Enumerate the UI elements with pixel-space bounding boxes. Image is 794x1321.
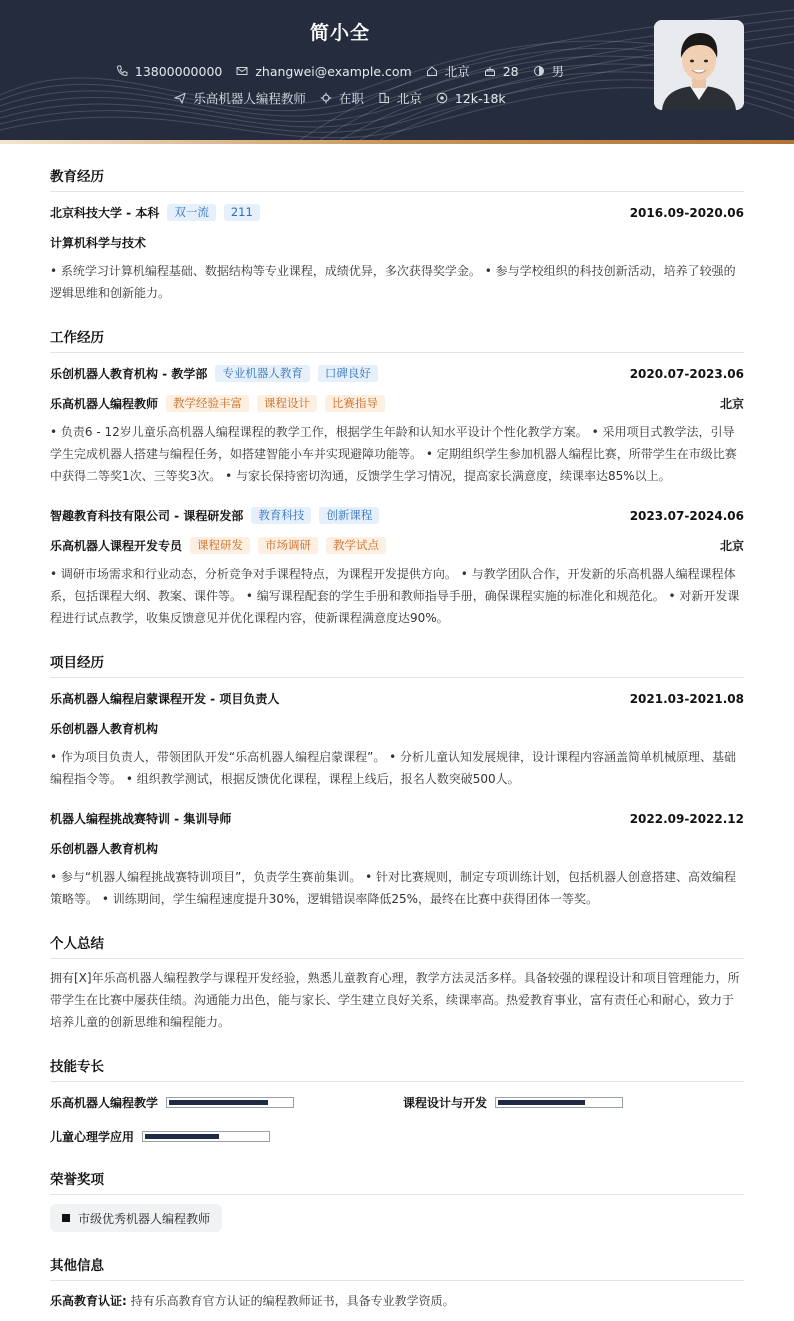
company-tag: 口碑良好 — [318, 365, 378, 382]
projects-section — [50, 651, 744, 678]
work-description: • 调研市场需求和行业动态，分析竞争对手课程特点，为课程开发提供方向。 • 与教学团队合作，开发新的乐高机器人编程课程体系，包括课程大纲、教案、课件等。 • 编写课程配套的学生手册和教师指导手册，确保课程实施的标准化和规范化。 • 对新开发课程进行试点教学，收集反馈意见并优化课程内容，使新课程满意度达90%。 — [50, 567, 740, 625]
age-text: 28 — [502, 63, 519, 79]
role-tag: 课程设计 — [257, 395, 317, 412]
work-description: • 负责6 - 12岁儿童乐高机器人编程课程的教学工作，根据学生年龄和认知水平设计个性化教学方案。 • 采用项目式教学法，引导学生完成机器人搭建与编程任务，如搭建智能小车并实现避障功能等。 • 定期组织学生参加机器人编程比赛，所带学生在市级比赛中获得二等奖1次、三等奖3次。 • 与家长保持密切沟通，反馈学生学习情况，提高家长满意度，续课率达85%以上。 — [50, 425, 737, 483]
awards-section — [50, 1168, 744, 1195]
square-bullet-icon — [62, 1214, 70, 1222]
phone-item — [116, 64, 222, 79]
role-tag: 课程研发 — [190, 537, 250, 554]
company-name: 智趣教育科技有限公司 - 课程研发部 — [50, 509, 244, 523]
work-city: 北京 — [719, 397, 744, 411]
school-name: 北京科技大学 - 本科 — [50, 206, 160, 220]
position-item — [174, 89, 306, 107]
city-text: 北京 — [396, 91, 422, 106]
role-tag: 教学试点 — [326, 537, 386, 554]
avatar — [654, 20, 744, 110]
award-item — [50, 1204, 222, 1232]
skill-bar — [166, 1097, 294, 1108]
education-date: 2016.09-2020.06 — [629, 205, 744, 220]
company-tag: 专业机器人教育 — [215, 365, 310, 382]
section-title: 荣誉奖项 — [50, 1168, 744, 1195]
project-header — [50, 810, 744, 827]
project-org-row — [50, 720, 744, 737]
work-city: 北京 — [719, 539, 744, 553]
job-row — [0, 89, 680, 107]
avatar-portrait — [654, 20, 744, 110]
email-item — [236, 64, 411, 79]
contact-row — [0, 62, 680, 80]
work-section — [50, 326, 744, 353]
work-header — [50, 365, 744, 382]
skill-bar — [142, 1131, 270, 1142]
gender-item — [533, 62, 565, 80]
gender-text: 男 — [551, 64, 565, 79]
role-tag: 市场调研 — [258, 537, 318, 554]
status-icon — [320, 92, 332, 104]
email-text: zhangwei@example.com — [255, 63, 412, 79]
coin-icon — [436, 92, 448, 104]
city-item — [378, 89, 422, 107]
skill-bar-fill — [145, 1134, 219, 1139]
company-tag: 创新课程 — [319, 507, 379, 524]
school-tag: 双一流 — [167, 204, 216, 221]
role-title: 乐高机器人编程教师 — [50, 397, 159, 411]
work-role-row — [50, 395, 744, 412]
summary-section — [50, 932, 744, 959]
education-section — [50, 165, 744, 192]
education-description: • 系统学习计算机编程基础、数据结构等专业课程，成绩优异，多次获得奖学金。 • 参与学校组织的科技创新活动，培养了较强的逻辑思维和创新能力。 — [50, 264, 736, 300]
project-org-row — [50, 840, 744, 857]
summary-text: 拥有[X]年乐高机器人编程教学与课程开发经验，熟悉儿童教育心理，教学方法灵活多样。具备较强的课程设计和项目管理能力，所带学生在比赛中屡获佳绩。沟通能力出色，能与家长、学生建立良好关系，续课率高。热爱教育事业，富有责任心和耐心，致力于培养儿童的创新思维和编程能力。 — [50, 971, 740, 1029]
award-text: 市级优秀机器人编程教师 — [78, 1211, 211, 1226]
status-text: 在职 — [338, 91, 364, 106]
cake-icon — [484, 65, 496, 77]
phone-text: 13800000000 — [134, 63, 223, 79]
section-title: 项目经历 — [50, 651, 744, 678]
skill-bar-fill — [498, 1100, 585, 1105]
phone-icon — [116, 65, 128, 77]
skill-bar-fill — [169, 1100, 268, 1105]
project-header — [50, 690, 744, 707]
section-title: 其他信息 — [50, 1254, 744, 1281]
skill-name: 乐高机器人编程教学 — [50, 1096, 159, 1110]
skill-item — [50, 1128, 270, 1145]
section-title: 技能专长 — [50, 1055, 744, 1082]
project-title: 乐高机器人编程启蒙课程开发 - 项目负责人 — [50, 692, 280, 706]
location-item — [426, 62, 470, 80]
location-text: 北京 — [444, 64, 470, 79]
salary-item — [436, 91, 506, 106]
project-title: 机器人编程挑战赛特训 - 集训导师 — [50, 812, 232, 826]
skills-section — [50, 1055, 744, 1082]
resume-header — [0, 0, 794, 140]
age-item — [484, 64, 519, 79]
section-title: 个人总结 — [50, 932, 744, 959]
school-tag: 211 — [224, 204, 260, 221]
company-name: 乐创机器人教育机构 - 教学部 — [50, 367, 208, 381]
building-icon — [378, 92, 390, 104]
header-accent-stripe — [0, 140, 794, 144]
gender-icon — [533, 65, 545, 77]
work-role-row — [50, 537, 744, 554]
candidate-name: 简小全 — [309, 22, 370, 44]
major: 计算机科学与技术 — [50, 236, 147, 250]
role-tag: 教学经验丰富 — [166, 395, 249, 412]
project-description: • 参与“机器人编程挑战赛特训项目”，负责学生赛前集训。 • 针对比赛规则，制定专项训练计划，包括机器人创意搭建、高效编程策略等。 • 训练期间，学生编程速度提升30%，逻辑错误率降低25%，最终在比赛中获得团体一等奖。 — [50, 870, 737, 906]
skill-bar — [495, 1097, 623, 1108]
project-org: 乐创机器人教育机构 — [50, 722, 159, 736]
education-major-row — [50, 234, 744, 251]
skill-item — [50, 1094, 294, 1111]
other-info — [50, 1290, 744, 1312]
project-date: 2021.03-2021.08 — [629, 691, 744, 706]
home-icon — [426, 65, 438, 77]
role-tag: 比赛指导 — [325, 395, 385, 412]
section-title: 教育经历 — [50, 165, 744, 192]
other-text: 持有乐高教育官方认证的编程教师证书，具备专业教学资质。 — [130, 1294, 455, 1308]
position-text: 乐高机器人编程教师 — [193, 91, 306, 106]
skill-item — [403, 1094, 623, 1111]
work-header — [50, 507, 744, 524]
work-date: 2023.07-2024.06 — [629, 508, 744, 523]
mail-icon — [236, 65, 248, 77]
project-org: 乐创机器人教育机构 — [50, 842, 159, 856]
section-title: 工作经历 — [50, 326, 744, 353]
work-date: 2020.07-2023.06 — [629, 366, 744, 381]
education-header — [50, 204, 744, 221]
skill-name: 儿童心理学应用 — [50, 1130, 135, 1144]
project-date: 2022.09-2022.12 — [629, 811, 744, 826]
company-tag: 教育科技 — [251, 507, 311, 524]
send-icon — [174, 92, 186, 104]
role-title: 乐高机器人课程开发专员 — [50, 539, 183, 553]
skill-name: 课程设计与开发 — [403, 1096, 488, 1110]
project-description: • 作为项目负责人，带领团队开发“乐高机器人编程启蒙课程”。 • 分析儿童认知发展规律，设计课程内容涵盖简单机械原理、基础编程指令等。 • 组织教学测试，根据反馈优化课程，课程上线后，报名人数突破500人。 — [50, 750, 737, 786]
other-section — [50, 1254, 744, 1281]
status-item — [320, 89, 364, 107]
other-label: 乐高教育认证: — [50, 1294, 127, 1308]
salary-text: 12k-18k — [454, 90, 506, 106]
